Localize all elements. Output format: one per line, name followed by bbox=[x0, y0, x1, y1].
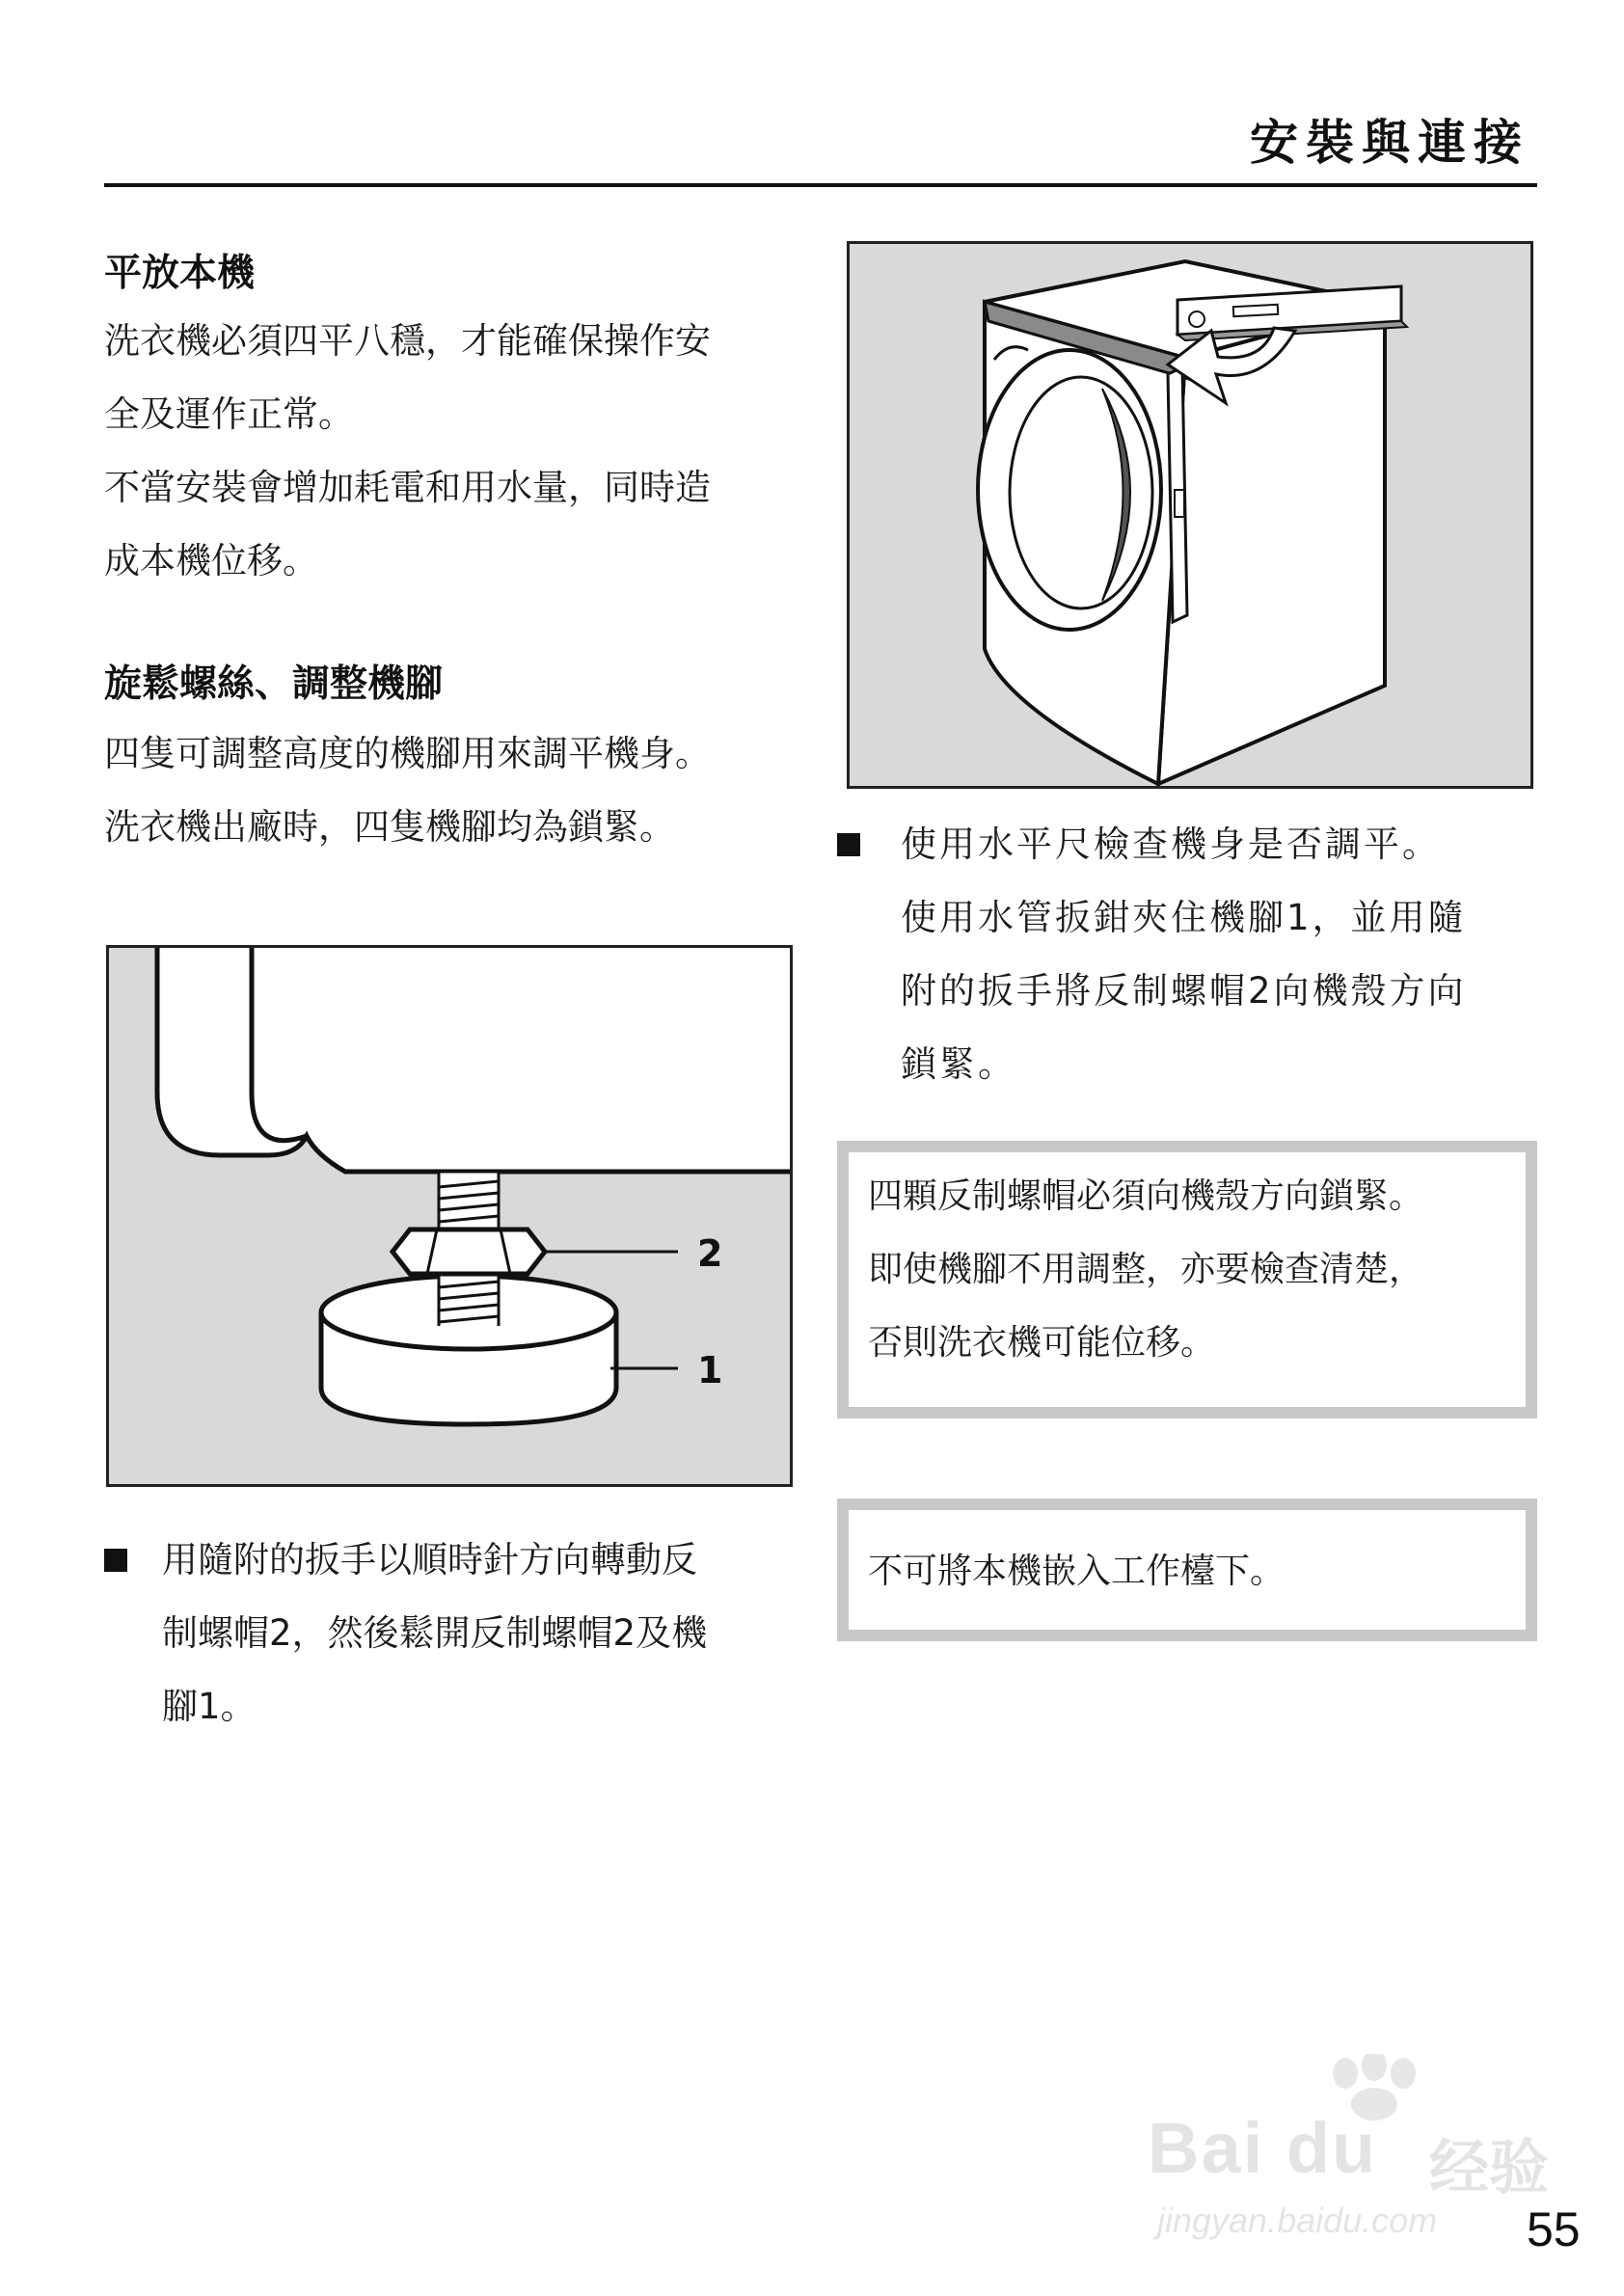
callout-nut-label: 2 bbox=[697, 1232, 723, 1275]
text-line: 否則洗衣機可能位移。 bbox=[868, 1323, 1216, 1363]
page-header-title: 安裝與連接 bbox=[1250, 115, 1529, 171]
text-line: 即使機腳不用調整，亦要檢查清楚， bbox=[868, 1250, 1424, 1289]
text-line: 洗衣機出廠時，四隻機腳均為鎖緊。 bbox=[104, 806, 675, 848]
text-line: 不可將本機嵌入工作檯下。 bbox=[868, 1552, 1286, 1591]
foot-illustration bbox=[106, 945, 793, 1487]
machine-level-illustration bbox=[847, 241, 1533, 789]
bullet-square-icon bbox=[104, 1549, 127, 1572]
bullet-square-icon bbox=[837, 833, 860, 856]
machine-drawing bbox=[850, 244, 1533, 789]
text-line: 不當安裝會增加耗電和用水量，同時造 bbox=[104, 467, 711, 508]
text-line: 腳1。 bbox=[162, 1686, 257, 1727]
baidu-watermark bbox=[1148, 2054, 1562, 2240]
page-number: 55 bbox=[1527, 2202, 1581, 2256]
bullet-text bbox=[162, 1524, 707, 1743]
text-line: 成本機位移。 bbox=[104, 540, 318, 581]
section-heading-level: 平放本機 bbox=[104, 252, 256, 295]
bullet-text bbox=[901, 808, 1467, 1101]
instruction-bullet-loosen bbox=[104, 1524, 798, 1755]
text-line: 四顆反制螺帽必須向機殼方向鎖緊。 bbox=[868, 1176, 1424, 1216]
text-line: 鎖緊。 bbox=[901, 1043, 1016, 1085]
callout-foot-label: 1 bbox=[697, 1349, 723, 1391]
section-heading-feet: 旋鬆螺絲、調整機腳 bbox=[104, 662, 444, 706]
watermark-url: jingyan.baidu.com bbox=[1157, 2201, 1438, 2240]
text-line: 洗衣機必須四平八穩，才能確保操作安 bbox=[104, 320, 711, 362]
text-line: 使用水管扳鉗夾住機腳1，並用隨 bbox=[901, 897, 1467, 938]
feet-paragraph bbox=[104, 717, 798, 864]
text-line: 用隨附的扳手以順時針方向轉動反 bbox=[162, 1539, 697, 1580]
text-line: 附的扳手將反制螺帽2向機殼方向 bbox=[901, 970, 1467, 1012]
watermark-cn: 经验 bbox=[1429, 2132, 1550, 2202]
header-divider bbox=[104, 183, 1537, 187]
text-line: 使用水平尺檢查機身是否調平。 bbox=[901, 824, 1441, 865]
foot-drawing bbox=[109, 948, 793, 1487]
text-line: 全及運作正常。 bbox=[104, 393, 354, 435]
instruction-bullet-check-level bbox=[837, 808, 1541, 1107]
level-paragraph bbox=[104, 305, 798, 598]
warning-note-box bbox=[837, 1141, 1537, 1418]
watermark-brand: Bai du bbox=[1148, 2108, 1378, 2188]
text-line: 制螺帽2，然後鬆開反制螺帽2及機 bbox=[162, 1612, 708, 1654]
warning-note-box-builtin bbox=[837, 1499, 1537, 1641]
text-line: 四隻可調整高度的機腳用來調平機身。 bbox=[104, 733, 711, 774]
